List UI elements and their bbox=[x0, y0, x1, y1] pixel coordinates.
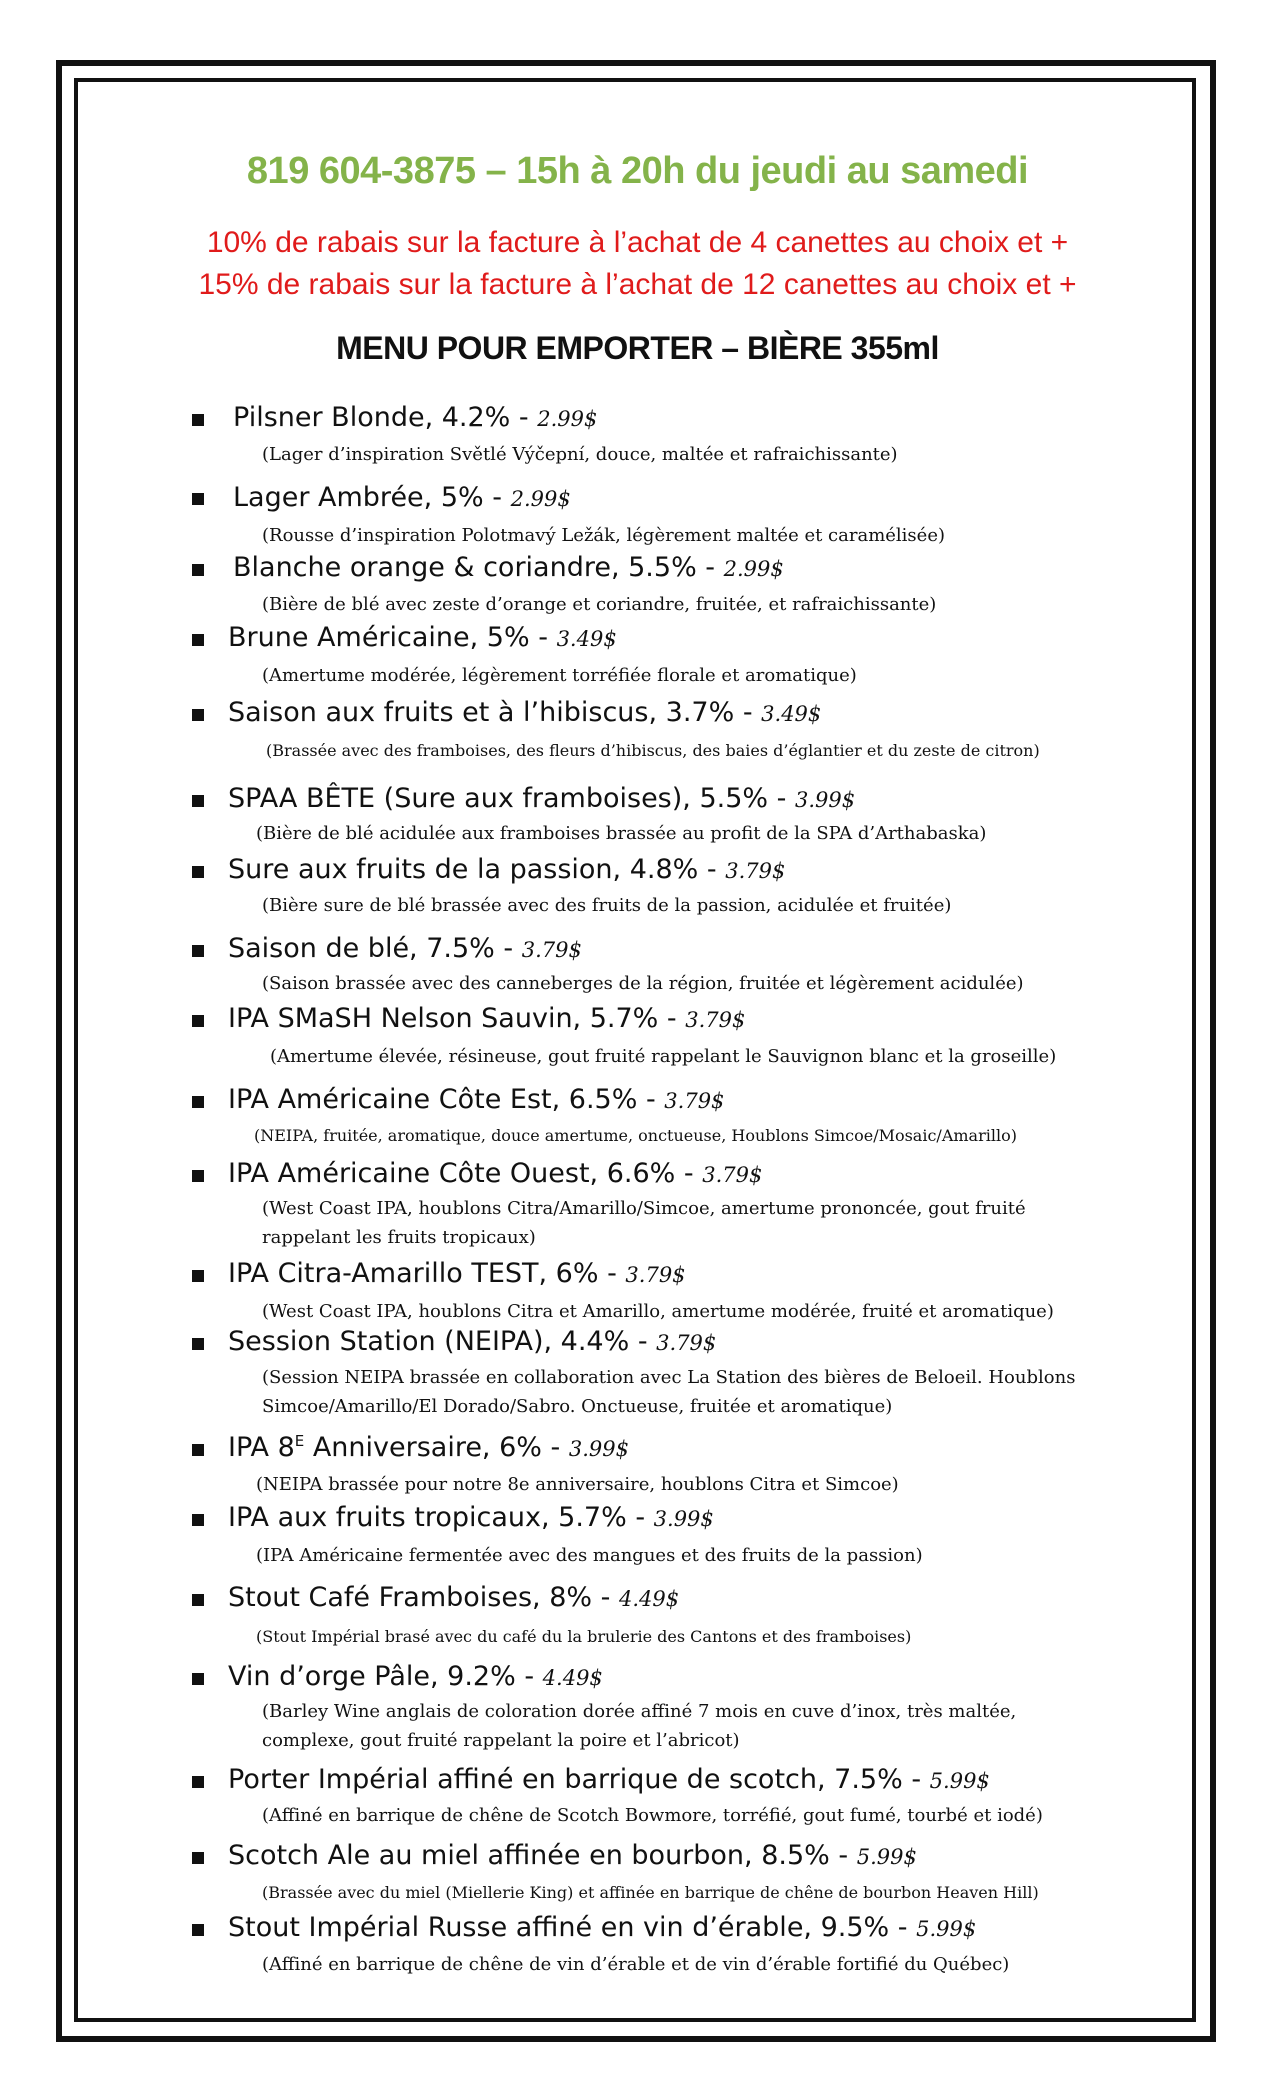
promo-4-cans: 10% de rabais sur la facture à l’achat de 4 canettes au choix et + bbox=[206, 226, 1069, 259]
beer-price: 3.99$ bbox=[653, 1507, 714, 1531]
beer-description: (Lager d’inspiration Světlé Výčepní, douce, maltée et rafraichissante) bbox=[262, 444, 898, 465]
beer-name: IPA Américaine Côte Est, 6.5% - 3.79$ bbox=[228, 1084, 725, 1115]
beer-description: (Bière sure de blé brassée avec des fruits de la passion, acidulée et fruitée) bbox=[262, 895, 952, 916]
beer-description: (Brassée avec du miel (Miellerie King) et affinée en barrique de chêne de bourbon Heaven Hill) bbox=[262, 1883, 1039, 1902]
beer-name: Sure aux fruits de la passion, 4.8% - 3.79$ bbox=[228, 854, 786, 885]
bullet-icon bbox=[192, 414, 204, 426]
beer-description: (West Coast IPA, houblons Citra/Amarillo/Simcoe, amertume prononcée, gout fruité rappelant les fruits tropicaux) bbox=[262, 1198, 1026, 1248]
beer-name: IPA aux fruits tropicaux, 5.7% - 3.99$ bbox=[228, 1502, 714, 1533]
beer-description: (Bière de blé acidulée aux framboises brassée au profit de la SPA d’Arthabaska) bbox=[256, 823, 987, 844]
bullet-icon bbox=[192, 1170, 204, 1182]
beer-name: IPA $8^E$ Anniversaire, 6% - 3.99$ bbox=[228, 1432, 629, 1463]
bullet-icon bbox=[192, 1270, 204, 1282]
bullet-icon bbox=[192, 1776, 204, 1788]
beer-name: Saison aux fruits et à l’hibiscus, 3.7% - 3.49$ bbox=[228, 697, 822, 728]
beer-price: 2.99$ bbox=[510, 487, 571, 511]
bullet-icon bbox=[192, 493, 204, 505]
phone-hours: 819 604-3875 – 15h à 20h du jeudi au samedi bbox=[246, 150, 1029, 192]
beer-name: Saison de blé, 7.5% - 3.79$ bbox=[228, 933, 582, 964]
bullet-icon bbox=[192, 945, 204, 957]
beer-description: (Amertume modérée, légèrement torréfiée florale et aromatique) bbox=[262, 665, 857, 686]
beer-price: 3.79$ bbox=[685, 1008, 746, 1032]
bullet-icon bbox=[192, 866, 204, 878]
beer-description: (Brassée avec des framboises, des fleurs d’hibiscus, des baies d’églantier et du zeste de citron) bbox=[266, 741, 1040, 760]
ordinal-superscript: E bbox=[294, 1432, 305, 1450]
beer-price: 3.99$ bbox=[568, 1437, 629, 1461]
beer-price: 5.99$ bbox=[856, 1845, 917, 1869]
beer-description: (IPA Américaine fermentée avec des mangues et des fruits de la passion) bbox=[256, 1545, 923, 1566]
beer-name: Vin d’orge Pâle, 9.2% - 4.49$ bbox=[228, 1661, 603, 1692]
beer-name: Scotch Ale au miel affinée en bourbon, 8.5% - 5.99$ bbox=[228, 1840, 917, 1871]
beer-name: Lager Ambrée, 5% - 2.99$ bbox=[233, 482, 571, 513]
beer-price: 3.79$ bbox=[664, 1089, 725, 1113]
beer-price: 4.49$ bbox=[542, 1666, 603, 1690]
bullet-icon bbox=[192, 1673, 204, 1685]
beer-description: (Amertume élevée, résineuse, gout fruité rappelant le Sauvignon blanc et la groseille) bbox=[270, 1046, 1057, 1067]
beer-price: 3.79$ bbox=[702, 1163, 763, 1187]
beer-price: 3.79$ bbox=[625, 1263, 686, 1287]
beer-price: 3.49$ bbox=[556, 627, 617, 651]
beer-description: (Affiné en barrique de chêne de vin d’érable et de vin d’érable fortifié du Québec) bbox=[262, 1954, 1010, 1975]
beer-price: 5.99$ bbox=[929, 1769, 990, 1793]
beer-description: (West Coast IPA, houblons Citra et Amarillo, amertume modérée, fruité et aromatique) bbox=[262, 1301, 1054, 1322]
beer-description: (NEIPA, fruitée, aromatique, douce amertume, onctueuse, Houblons Simcoe/Mosaic/Amarillo) bbox=[254, 1126, 1017, 1145]
beer-name: Porter Impérial affiné en barrique de scotch, 7.5% - 5.99$ bbox=[228, 1764, 990, 1795]
beer-description: (Saison brassée avec des canneberges de la région, fruitée et légèrement acidulée) bbox=[262, 973, 1024, 994]
beer-name: Brune Américaine, 5% - 3.49$ bbox=[228, 622, 617, 653]
bullet-icon bbox=[192, 1924, 204, 1936]
bullet-icon bbox=[192, 1015, 204, 1027]
beer-description: (Barley Wine anglais de coloration dorée affiné 7 mois en cuve d’inox, très maltée, complexe, gout fruité rappelant la poire et l’abricot) bbox=[262, 1701, 1017, 1751]
beer-name: Blanche orange & coriandre, 5.5% - 2.99$ bbox=[233, 552, 784, 583]
beer-description: (Session NEIPA brassée en collaboration avec La Station des bières de Beloeil. Houblons Simcoe/Amarillo/El Dorado/Sabro. Onctueuse, fruitée et aromatique) bbox=[262, 1367, 1076, 1417]
bullet-icon bbox=[192, 564, 204, 576]
bullet-icon bbox=[192, 1444, 204, 1456]
beer-price: 3.79$ bbox=[725, 859, 786, 883]
beer-description: (NEIPA brassée pour notre 8e anniversaire, houblons Citra et Simcoe) bbox=[256, 1474, 899, 1495]
beer-price: 3.79$ bbox=[656, 1331, 717, 1355]
beer-name: IPA Américaine Côte Ouest, 6.6% - 3.79$ bbox=[228, 1158, 763, 1189]
menu-title: MENU POUR EMPORTER – BIÈRE 355ml bbox=[336, 330, 939, 366]
beer-name: IPA SMaSH Nelson Sauvin, 5.7% - 3.79$ bbox=[228, 1003, 746, 1034]
bullet-icon bbox=[192, 1514, 204, 1526]
beer-price: 4.49$ bbox=[618, 1587, 680, 1611]
promo-12-cans: 15% de rabais sur la facture à l’achat de 12 canettes au choix et + bbox=[198, 268, 1077, 301]
beer-description: (Rousse d’inspiration Polotmavý Ležák, légèrement maltée et caramélisée) bbox=[262, 525, 945, 546]
beer-price: 5.99$ bbox=[916, 1917, 977, 1941]
beer-name: IPA Citra-Amarillo TEST, 6% - 3.79$ bbox=[228, 1258, 686, 1289]
bullet-icon bbox=[192, 1594, 204, 1606]
beer-description: (Affiné en barrique de chêne de Scotch Bowmore, torréfié, gout fumé, tourbé et iodé) bbox=[262, 1805, 1043, 1826]
bullet-icon bbox=[192, 1096, 204, 1108]
beer-price: 2.99$ bbox=[537, 407, 598, 431]
bullet-icon bbox=[192, 795, 204, 807]
beer-name: Stout Café Framboises, 8% - 4.49$ bbox=[228, 1582, 680, 1613]
bullet-icon bbox=[192, 709, 204, 721]
beer-name: Session Station (NEIPA), 4.4% - 3.79$ bbox=[228, 1326, 717, 1357]
beer-price: 3.99$ bbox=[794, 788, 856, 812]
beer-price: 3.79$ bbox=[521, 938, 582, 962]
beer-name: Stout Impérial Russe affiné en vin d’érable, 9.5% - 5.99$ bbox=[228, 1912, 977, 1943]
beer-description: (Stout Impérial brasé avec du café du la brulerie des Cantons et des framboises) bbox=[256, 1627, 912, 1646]
beer-price: 3.49$ bbox=[761, 702, 822, 726]
beer-price: 2.99$ bbox=[723, 557, 784, 581]
bullet-icon bbox=[192, 1852, 204, 1864]
beer-name: SPAA BÊTE (Sure aux framboises), 5.5% - 3.99$ bbox=[228, 783, 856, 814]
beer-name: Pilsner Blonde, 4.2% - 2.99$ bbox=[233, 402, 598, 433]
bullet-icon bbox=[192, 634, 204, 646]
bullet-icon bbox=[192, 1338, 204, 1350]
beer-description: (Bière de blé avec zeste d’orange et coriandre, fruitée, et rafraichissante) bbox=[262, 594, 937, 615]
